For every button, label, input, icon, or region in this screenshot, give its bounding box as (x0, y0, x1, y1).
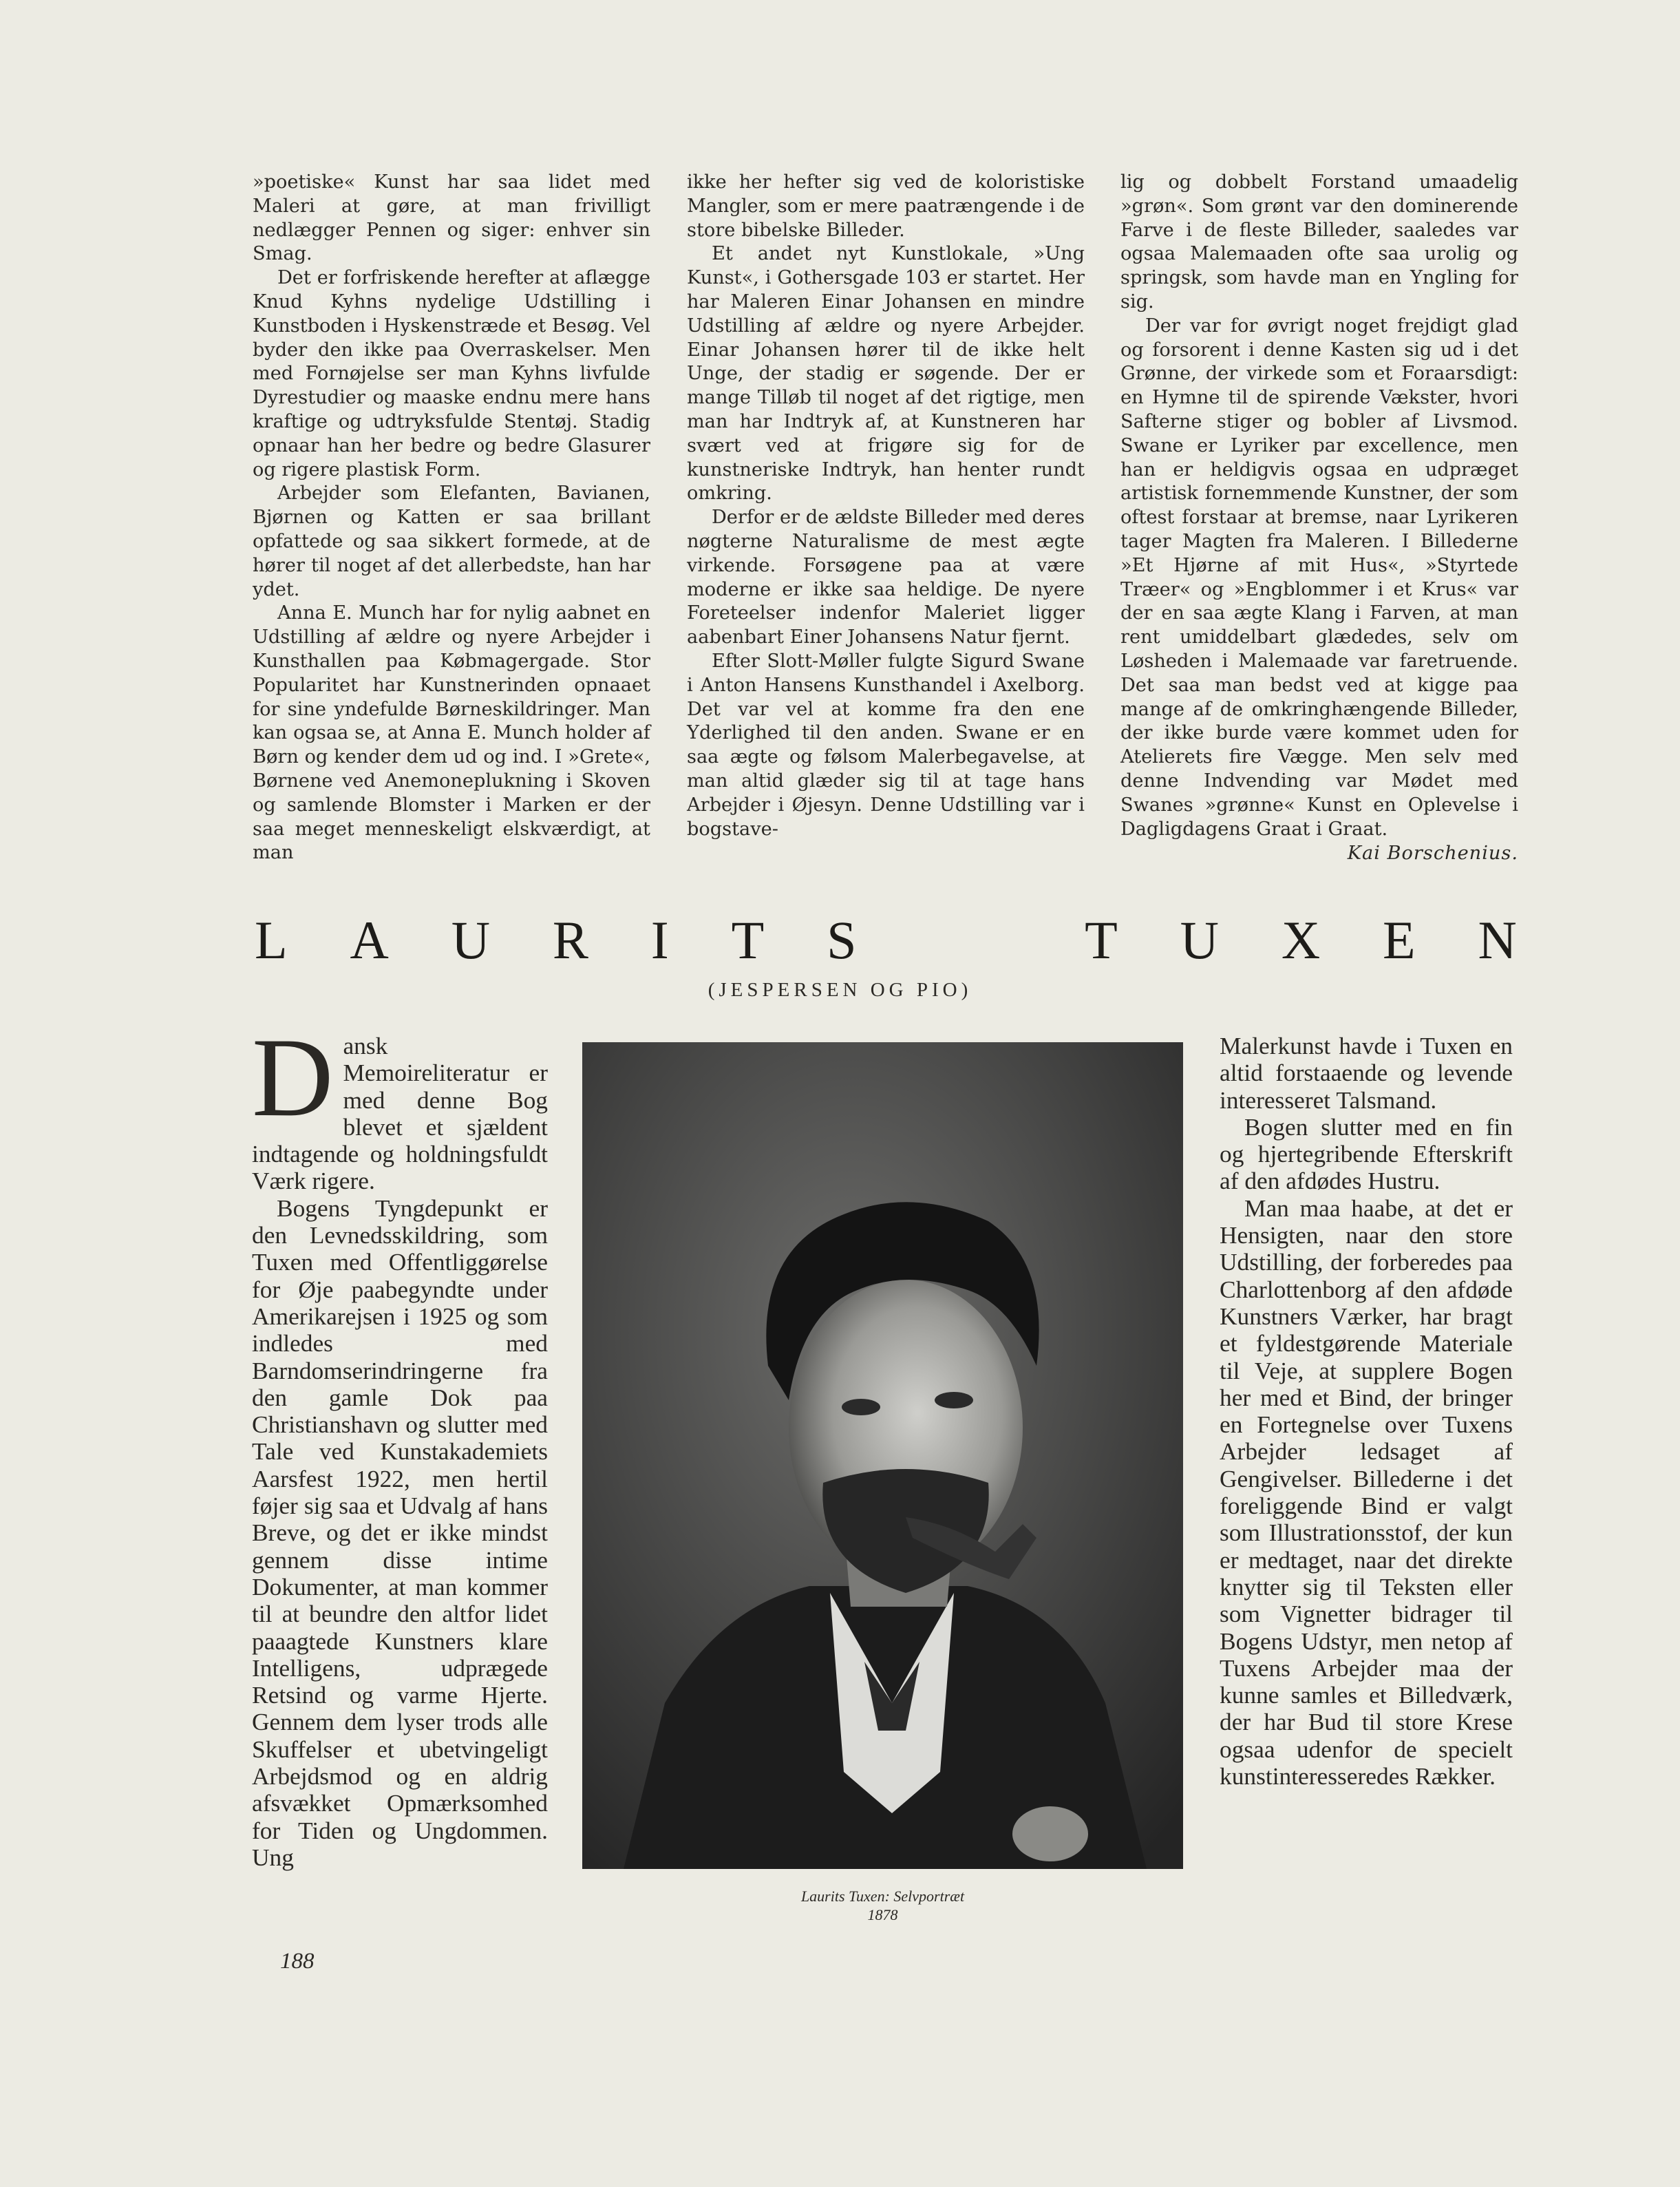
paragraph: Et andet nyt Kunstlokale, »Ung Kunst«, i Gothersgade 103 er startet. Her har Maleren Einar Johansen en mindre Udstilling af ældre og nyere Arbejder. Einar Johansen hører til de ikke helt Unge, der stadig er søgende. Der er mange Tilløb til noget af det rigtige, men man har Indtryk af, at Kunstneren har svært ved at frigøre sig for de kunstneriske Indtryk, han henter rundt omkring. (687, 243, 1085, 505)
paragraph: lig og dobbelt Forstand umaadelig »grøn«. Som grønt var den dominerende Farve i de fleste Billeder, saaledes var ogsaa Malemaaden ofte saa urolig og springsk, som havde man en Yngling for sig. (1120, 171, 1518, 313)
paragraph-text: ansk Memoireliteratur er med denne Bog blevet et sjældent indtagende og holdningsfuldt Værk rigere. (252, 1032, 548, 1195)
publisher-subtitle: (JESPERSEN OG PIO) (708, 979, 972, 1001)
title-letter: T (731, 910, 765, 970)
title-letter: X (1281, 910, 1321, 970)
review-column-right (1220, 1033, 1513, 1790)
article-column-1 (253, 171, 650, 865)
article-column-3 (1120, 171, 1518, 866)
portrait-illustration (582, 1042, 1183, 1869)
title-letter: A (350, 910, 389, 970)
paragraph: »poetiske« Kunst har saa lidet med Maleri at gøre, at man frivilligt nedlægger Pennen og siger: enhver sin Smag. (253, 171, 650, 265)
title-letter: N (1478, 910, 1517, 970)
review-column-left (252, 1015, 548, 1871)
paragraph: Anna E. Munch har for nylig aabnet en Udstilling af ældre og nyere Arbejder i Kunsthallen paa Købmagergade. Stor Popularitet har Kunstnerinden opnaaet for sine yndefulde Børneskildringer. Man kan ogsaa se, at Anna E. Munch holder af Børn og kender dem ud og ind. I »Grete«, Børnene ved Anemoneplukning i Skoven og samlende Blomster i Marken er der saa meget menneskeligt elskværdigt, at man (253, 602, 650, 864)
title-letter: I (650, 910, 669, 970)
paragraph: Det er forfriskende herefter at aflægge Knud Kyhns nydelige Udstilling i Kunstboden i Hyskenstræde et Besøg. Vel byder den ikke paa Overraskelser. Men med Fornøjelse ser man Kyhns livfulde Dyrestudier og maaske endnu mere hans kraftige og udtryksfulde Stentøj. Stadig opnaar han her bedre og bedre Glasurer og rigere plastisk Form. (253, 267, 650, 480)
paragraph: Derfor er de ældste Billeder med deres nøgterne Naturalisme de mest ægte virkende. Forsøgene paa at være moderne er ikke saa heldige. De nyere Foreteelser indenfor Maleriet ligger aabenbart Einer Johansens Natur fjernt. (687, 507, 1085, 648)
title-letter: E (1383, 910, 1416, 970)
self-portrait-image (582, 1042, 1183, 1869)
paragraph: Arbejder som Elefanten, Bavianen, Bjørnen og Katten er saa brillant opfattede og saa sikkert formede, at de hører til noget af det allerbedste, han har ydet. (253, 483, 650, 600)
paragraph: Der var for øvrigt noget frejdigt glad og forsorent i denne Kasten sig ud i det Grønne, der virkede som et Foraarsdigt: en Hymne til de spirende Vækster, hvori Safterne stiger og bobler af Livsmod. Swane er Lyriker par excellence, men han er heldigvis ogsaa en udpræget artistisk fornemmende Kunstner, der som oftest forstaar at bremse, naar Lyrikeren tager Magten fra Maleren. I Billederne »Et Hjørne af mit Hus«, »Styrtede Træer« og »Engblommer i et Krus« var der en saa ægte Klang i Farven, at man rent umiddelbart glædedes, selv om Løsheden i Malemaade var faretruende. Det saa man bedst ved at kigge paa mange af de omkringhængende Billeder, der ikke burde være kommet uden for Atelierets fire Vægge. Men selv med denne Indvending var Mødet med Swanes »grønne« Kunst en Oplevelse i Dagligdagens Graat i Graat. (1120, 315, 1518, 840)
paragraph: Man maa haabe, at det er Hensigten, naar den store Udstilling, der forberedes paa Charlottenborg af den afdøde Kunstners Værker, har bragt et fyldestgørende Materiale til Veje, at supplere Bogen her med et Bind, der bringer en Fortegnelse over Tuxens Arbejder ledsaget af Gengivelser. Billederne i det foreliggende Bind er valgt som Illustrationsstof, der kun er medtaget, naar det direkte knytter sig til Teksten eller som Vignetter bidrager til Bogens Udstyr, men netop af Tuxens Arbejder maa der kunne samles et Billedværk, der har Bud til store Krese ogsaa udenfor de specielt kunstinteresseredes Rækker. (1220, 1194, 1513, 1790)
paragraph: Malerkunst havde i Tuxen en altid forstaaende og levende interesseret Talsmand. (1220, 1032, 1513, 1114)
author-signature: Kai Borschenius. (1347, 843, 1518, 865)
drop-cap: D (252, 1015, 334, 1140)
article-title (255, 906, 1517, 975)
title-letter: U (1180, 910, 1219, 970)
title-letter: R (552, 910, 588, 970)
paragraph: Bogens Tyngdepunkt er den Levnedsskildring, som Tuxen med Offentliggørelse for Øje paabegyndte under Amerikarejsen i 1925 og som indledes med Barndomserindringerne fra den gamle Dok paa Christianshavn og slutter med Tale ved Kunstakademiets Aarsfest 1922, men hertil føjer sig saa et Udvalg af hans Breve, og det er ikke mindst gennem disse intime Dokumenter, at man kommer til at beundre den altfor lidet paaagtede Kunstners klare Intelligens, udprægede Retsind og varme Hjerte. Gennem dem lyser trods alle Skuffelser et ubetvingeligt Arbejdsmod og en aldrig afsvækket Opmærksomhed for Tiden og Ungdommen. Ung (252, 1194, 548, 1871)
title-letter: U (451, 910, 491, 970)
paragraph (252, 1015, 548, 1195)
page-number: 188 (280, 1949, 315, 1974)
caption-year: 1878 (867, 1906, 898, 1923)
portrait-caption (582, 1887, 1183, 1924)
caption-title: Laurits Tuxen: Selvportræt (800, 1888, 965, 1905)
title-letter: L (255, 910, 288, 970)
title-letter: T (1085, 910, 1118, 970)
title-letter: S (827, 910, 857, 970)
article-column-2 (687, 171, 1085, 841)
paragraph: ikke her hefter sig ved de koloristiske Mangler, som er mere paatrængende i de store bibelske Billeder. (687, 171, 1085, 241)
paragraph: Bogen slutter med en fin og hjertegribende Efterskrift af den afdødes Hustru. (1220, 1112, 1513, 1195)
paragraph: Efter Slott-Møller fulgte Sigurd Swane i Anton Hansens Kunsthandel i Axelborg. Det var vel at komme fra den ene Yderlighed til den anden. Swane er en saa ægte og følsom Malerbegavelse, at man altid glæder sig til at tage hans Arbejder i Øjesyn. Denne Udstilling var i bogstave- (687, 650, 1085, 840)
